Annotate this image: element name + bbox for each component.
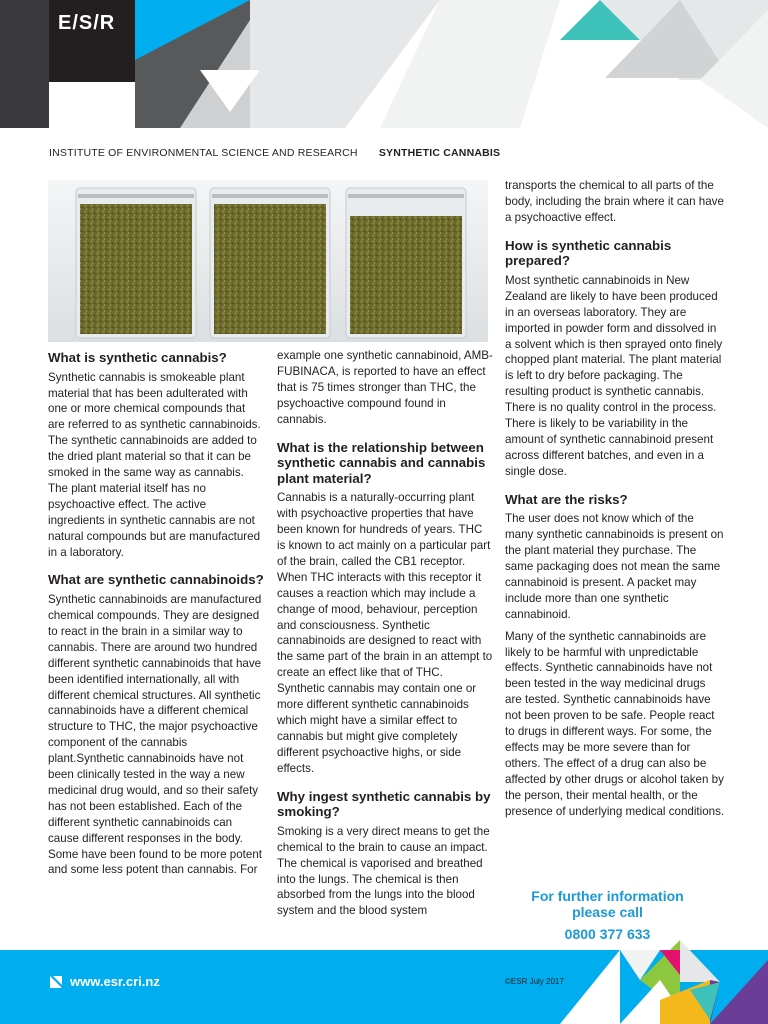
cannabis-bags-photo bbox=[48, 180, 488, 342]
body-why-ingest: Smoking is a very direct means to get the chemical to the brain to cause an impact. The chemical is vaporised and breathed into the lungs. The chemical is then absorbed from the lungs into the blood system and the blood system bbox=[277, 824, 490, 918]
logo-text: E/S/R bbox=[58, 12, 116, 34]
heading-relationship: What is the relationship between synthetic cannabis and cannabis plant material? bbox=[277, 439, 486, 486]
body-what-is: Synthetic cannabis is smokeable plant material that has been adulterated with one or more chemical compounds that are referred to as synthetic cannabinoids. The synthetic cannabinoids are added to the dried plant material so that it can be smoked in the same way as cannabis. The plant material itself has no psychoactive effect. The active ingredients in synthetic cannabis are not natural compounds but are manufactured in a laboratory. bbox=[48, 370, 261, 559]
column-2 bbox=[277, 348, 493, 919]
esr-logo bbox=[49, 0, 135, 82]
column-3 bbox=[505, 178, 725, 820]
website-url[interactable]: www.esr.cri.nz bbox=[70, 974, 160, 989]
heading-what-is: What is synthetic cannabis? bbox=[48, 350, 227, 365]
body-what-are: Synthetic cannabinoids are manufactured chemical compounds. They are designed to react in the brain in a similar way to cannabis. There are around two hundred different synthetic cannabinoids that have been identified internationally, all with different chemical structures. All synthetic cannabinoids have a different chemical structure to THC, the major psychoactive component of the cannabis plant.Synthetic cannabinoids have not been clinically tested in the way a new medicinal drug would, and so their safety has not been established. Each of the different synthetic cannabinoids can cause different responses in the body. Some have been found to be more potent and some less potent than cannabis. For bbox=[48, 593, 262, 877]
heading-what-are: What are synthetic cannabinoids? bbox=[48, 572, 264, 588]
copyright: ©ESR July 2017 bbox=[505, 977, 564, 986]
body-col3-continued: transports the chemical to all parts of the body, including the brain where it can have a psychoactive effect. bbox=[505, 179, 724, 224]
arrow-icon bbox=[50, 976, 62, 988]
website-link[interactable] bbox=[50, 974, 160, 989]
contact-line-2: please call bbox=[572, 904, 643, 920]
institute-name: INSTITUTE OF ENVIRONMENTAL SCIENCE AND RESEARCH bbox=[49, 147, 358, 159]
body-prepared: Most synthetic cannabinoids in New Zealand are likely to have been produced in an overseas laboratory. They are imported in powder form and dissolved in a solvent which is then sprayed onto finely chopped plant material. The plant material is left to dry before packaging. The resulting product is synthetic cannabis. There is no quality control in the process. There is likely to be variability in the amount of synthetic cannabinoid present across different batches, and even in a single dose. bbox=[505, 273, 723, 478]
contact-line-1: For further information bbox=[531, 888, 684, 904]
heading-prepared: How is synthetic cannabis prepared? bbox=[505, 237, 672, 269]
body-risks-1: The user does not know which of the many synthetic cannabinoids is present on the plant material they purchase. The same packaging does not mean the same cannabinoid is present. A packet may include more than one synthetic cannabinoid. bbox=[505, 512, 724, 621]
column-1 bbox=[48, 350, 264, 878]
document-topic: SYNTHETIC CANNABIS bbox=[378, 147, 501, 159]
running-head bbox=[49, 147, 500, 159]
contact-phone[interactable]: 0800 377 633 bbox=[564, 926, 651, 942]
body-relationship: Cannabis is a naturally-occurring plant with psychoactive properties that have been known for hundreds of years. THC is known to act mainly on a particular part of the brain, called the CB1 receptor. When THC interacts with this receptor it causes a reaction which may include a change of mood, behaviour, perception and consciousness. Synthetic cannabinoids are designed to react with the same part of the brain in an attempt to create an effect like that of THC. Synthetic cannabis may contain one or more different synthetic cannabinoids which might have a similar effect to cannabis but might give completely different psychoactive highs, or side effects. bbox=[277, 491, 493, 775]
body-col2-continued: example one synthetic cannabinoid, AMB-FUBINACA, is reported to have an effect that is 75 times stronger than THC, the psychoactive compound found in cannabis. bbox=[277, 349, 493, 426]
heading-risks: What are the risks? bbox=[505, 491, 628, 507]
body-risks-2: Many of the synthetic cannabinoids are likely to be harmful with unpredictable effects. Synthetic cannabinoids have not been tested in the way medicinal drugs are tested. Synthetic cannabinoids have not been proven to be safe. People react to drugs in different ways. For some, the effects may be more severe than for others. The effect of a drug can also be affected by other drugs or alcohol taken by the person, their mental health, or the presence of underlying medical conditions. bbox=[505, 629, 725, 818]
footer-geometric-graphic bbox=[560, 920, 768, 1024]
heading-why-ingest: Why ingest synthetic cannabis by smoking? bbox=[277, 788, 491, 820]
